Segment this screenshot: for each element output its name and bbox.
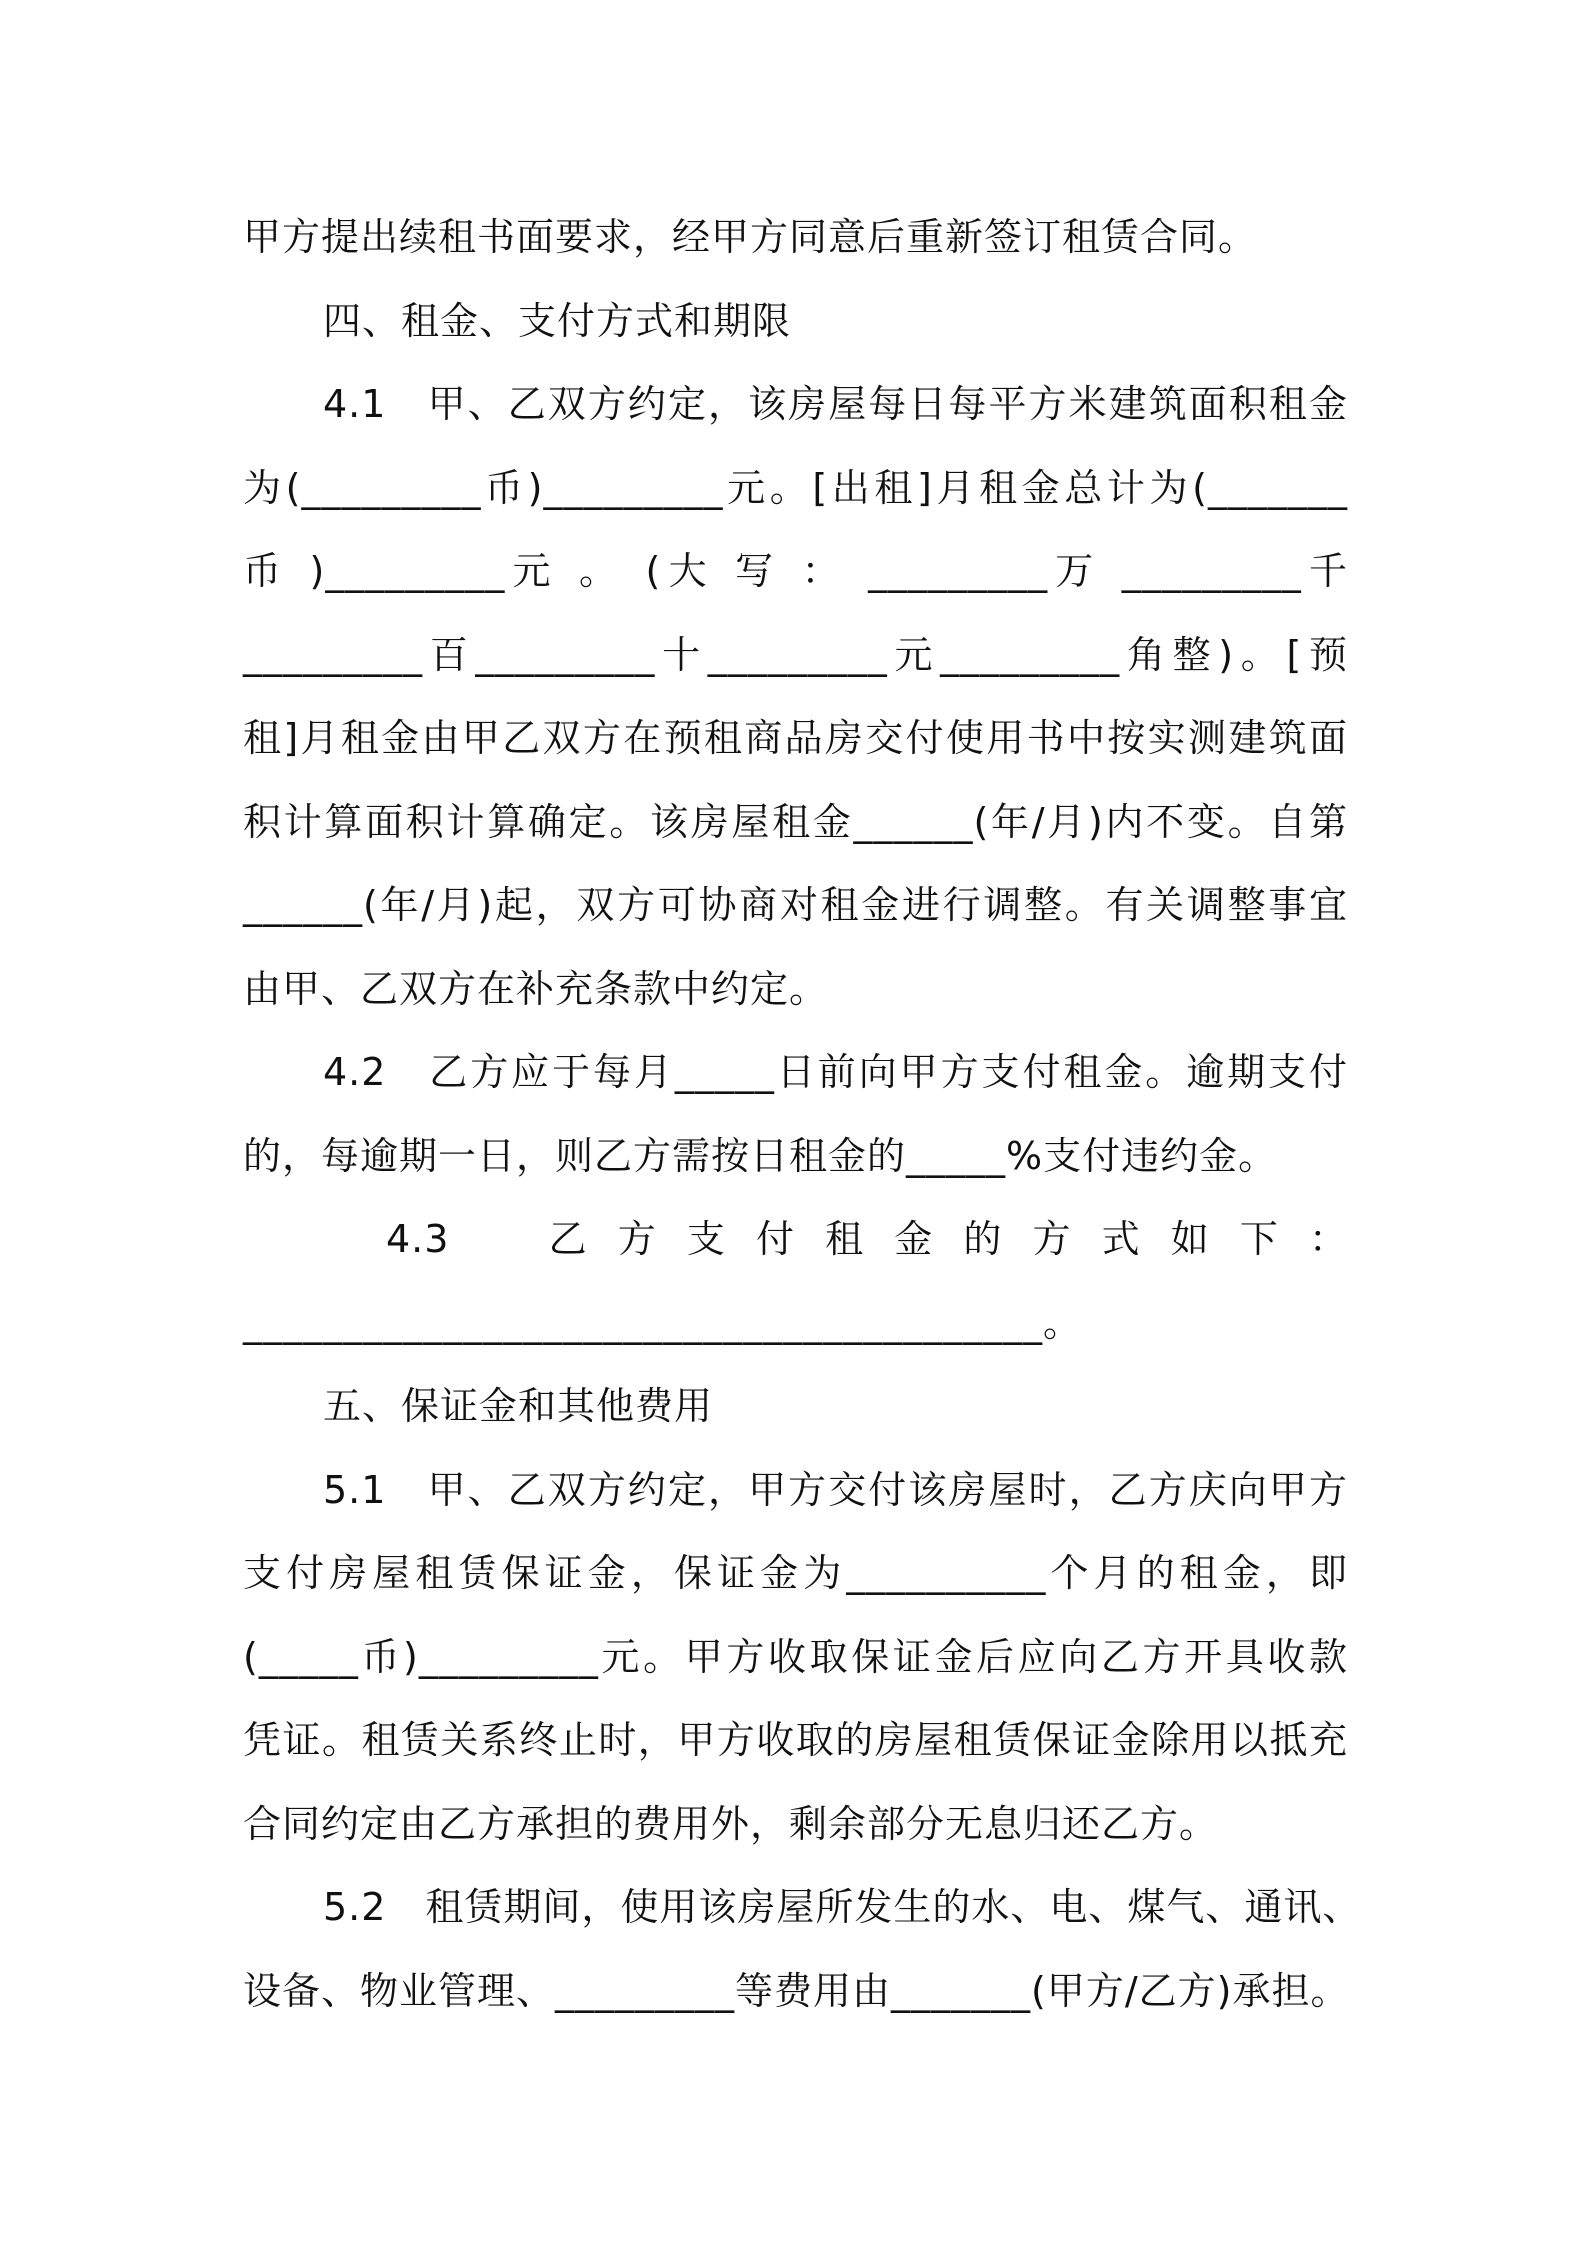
clause-line: 4.1 甲、乙双方约定，该房屋每日每平方米建筑面积租金	[323, 382, 1348, 426]
section-heading: 四、租金、支付方式和期限	[323, 298, 792, 343]
paragraph-line: 币 )_________元 。 (大 写 ： _________万 _________千	[243, 549, 1348, 593]
section-heading: 五、保证金和其他费用	[323, 1384, 714, 1428]
paragraph-line: 的，每逾期一日，则乙方需按日租金的_____%支付违约金。	[243, 1133, 1278, 1178]
paragraph-line: 凭证。租赁关系终止时，甲方收取的房屋租赁保证金除用以抵充	[243, 1718, 1348, 1762]
paragraph-line: ________________________________________。	[243, 1300, 1083, 1345]
paragraph-line: 支付房屋租赁保证金，保证金为__________个月的租金，即	[243, 1551, 1348, 1595]
paragraph-line: (_____币)_________元。甲方收取保证金后应向乙方开具收款	[243, 1634, 1348, 1679]
paragraph-line: 设备、物业管理、_________等费用由_______(甲方/乙方)承担。	[243, 1968, 1350, 2013]
paragraph-line: 为(_________币)_________元。[出租]月租金总计为(_______	[243, 465, 1348, 510]
clause-line: 4.2 乙方应于每月_____日前向甲方支付租金。逾期支付	[323, 1050, 1348, 1094]
paragraph-line: _________百_________十_________元_________角整)。[预	[243, 632, 1348, 677]
document-page	[243, 196, 1362, 2033]
clause-line: 5.2 租赁期间，使用该房屋所发生的水、电、煤气、通讯、	[323, 1885, 1362, 1929]
paragraph-line: 租]月租金由甲乙双方在预租商品房交付使用书中按实测建筑面	[243, 716, 1348, 760]
clause-line: 4.3 乙方支付租金的方式如下：	[386, 1217, 1348, 1261]
paragraph-line: 积计算面积计算确定。该房屋租金______(年/月)内不变。自第	[243, 799, 1348, 844]
paragraph-line: ______(年/月)起，双方可协商对租金进行调整。有关调整事宜	[243, 883, 1348, 927]
paragraph-line: 甲方提出续租书面要求，经甲方同意后重新签订租赁合同。	[243, 215, 1258, 259]
paragraph-line: 合同约定由乙方承担的费用外，剩余部分无息归还乙方。	[243, 1801, 1219, 1846]
paragraph-line: 由甲、乙双方在补充条款中约定。	[243, 966, 829, 1011]
clause-line: 5.1 甲、乙双方约定，甲方交付该房屋时，乙方庆向甲方	[323, 1467, 1348, 1512]
